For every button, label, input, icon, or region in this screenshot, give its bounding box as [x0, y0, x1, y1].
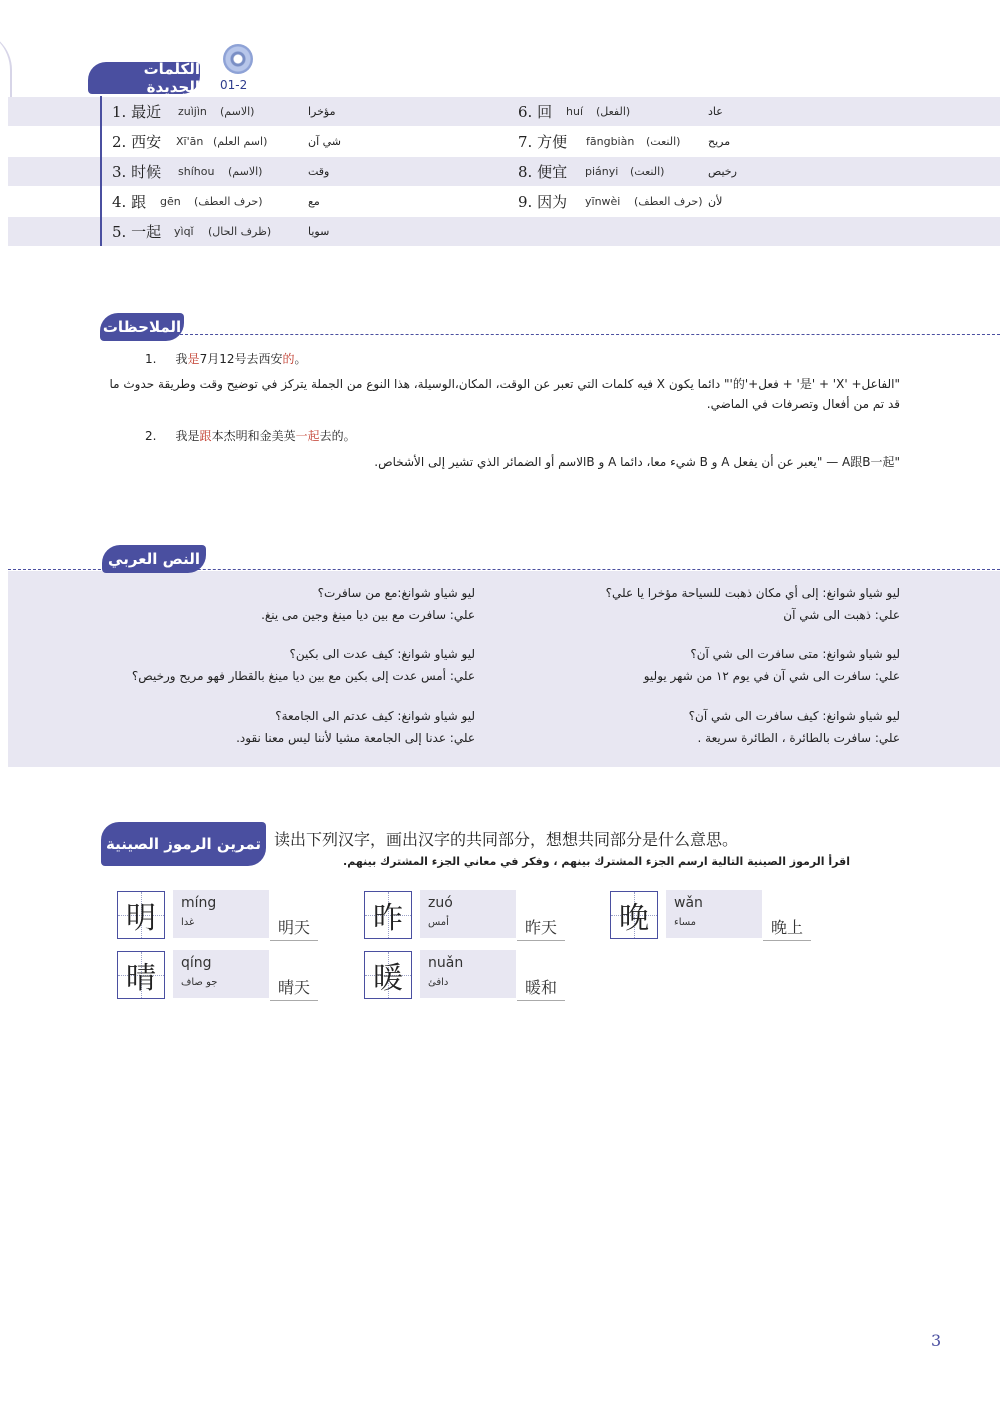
- hanzi-box: [364, 951, 412, 999]
- hanzi-card: [420, 890, 516, 938]
- vocab-pinyin: zuìjìn: [178, 105, 207, 118]
- vocab-meaning: شي آن: [308, 135, 342, 148]
- note-1-explanation: "الفاعل+ '是' + 'X' + فعل+'的'" دائما يكون X فيه كلمات التي تعبر عن الوقت، المكان،الوسيلة، هذا النوع من الجملة يتركز في توضيح وقت وطريقة حدوث ما قد تم من أفعال وتصرفات في الماضي.: [109, 377, 900, 411]
- hanzi-box: [610, 891, 658, 939]
- note-2-explanation: "A跟B一起 — "يعبر عن أن يفعل A و B شيء معا، دائما A و Bالاسم أو الضمائر الذي تشير إلى الأشخاص.: [374, 455, 900, 469]
- hanzi-word: 昨天: [517, 915, 565, 941]
- vocab-pinyin: yìqǐ: [174, 225, 194, 238]
- vocab-pinyin: Xī'ān: [176, 135, 204, 148]
- vocab-word: 一起: [131, 223, 162, 241]
- vocab-pos: (حرف العطف): [194, 195, 263, 208]
- hanzi-card: [173, 950, 269, 998]
- dialog-line: ليو شياو شوانغ:مع من سافرت؟: [317, 586, 475, 600]
- vocab-meaning: وقت: [308, 165, 330, 178]
- vocab-word: 西安: [131, 133, 162, 151]
- vocab-word: 最近: [131, 103, 162, 121]
- vocab-pinyin: shíhou: [178, 165, 215, 178]
- hanzi-card: [173, 890, 269, 938]
- dialog-line: ليو شياو شوانغ: كيف سافرت الى شي آن؟: [688, 709, 900, 723]
- hanzi-character: 晴: [126, 961, 156, 996]
- dialog-block: [261, 582, 475, 626]
- vocab-row: 1. 最近 zuìjìn (الاسم) مؤخرا 6. 回 huí (الفعل) عاد: [8, 97, 1000, 126]
- hanzi-character: 明: [126, 901, 156, 936]
- vocab-pos: (حرف العطف): [634, 195, 703, 208]
- vocab-pinyin: huí: [566, 105, 583, 118]
- hanzi-box: [364, 891, 412, 939]
- section-tab-arabic-text: [102, 545, 206, 573]
- vocab-pos: (الفعل): [596, 105, 631, 118]
- vocab-pos: (النعت): [646, 135, 681, 148]
- exercise-title-arabic: اقرأ الرموز الصينية التالية ارسم الجزء المشترك بينهم ، وفكر في معاني الجزء المشترك بينهم.: [343, 855, 850, 868]
- section-tab-exercise: [101, 822, 266, 866]
- corner-decoration: [0, 30, 12, 100]
- vocab-meaning: سويا: [308, 225, 330, 238]
- vocab-row: 5. 一起 yìqǐ (ظرف الحال) سويا: [8, 217, 1000, 246]
- hanzi-word: 明天: [270, 915, 318, 941]
- vocab-word: 便宜: [537, 163, 568, 181]
- hanzi-character: 昨: [373, 901, 403, 936]
- dialog-block: [689, 705, 900, 749]
- vocab-meaning: مريح: [708, 135, 731, 148]
- hanzi-card: [666, 890, 762, 938]
- hanzi-box: [117, 891, 165, 939]
- hanzi-meaning: أمس: [428, 917, 449, 928]
- vocab-pos: (النعت): [630, 165, 665, 178]
- hanzi-meaning: غدا: [181, 917, 195, 928]
- dialog-line: ليو شياو شوانغ: إلى أي مكان ذهبت للسياحة مؤخرا يا علي؟: [605, 586, 900, 600]
- dialog-line: ليو شياو شوانغ: كيف عدت الى بكين؟: [289, 647, 475, 661]
- hanzi-pinyin: zuó: [428, 895, 453, 911]
- audio-track-code: 01-2: [220, 78, 248, 92]
- dialog-block: [644, 643, 900, 687]
- hanzi-meaning: جو صاف: [181, 977, 218, 988]
- vocab-pos: (الاسم): [220, 105, 255, 118]
- dialog-block: [606, 582, 900, 626]
- section-tab-label: النص العربي: [108, 550, 200, 568]
- hanzi-character: 晚: [619, 901, 649, 936]
- hanzi-pinyin: míng: [181, 895, 217, 911]
- vocab-row: 3. 时候 shíhou (الاسم) وقت 8. 便宜 piányi (النعت) رخيص: [8, 157, 1000, 186]
- vocab-meaning: لأن: [708, 195, 723, 208]
- vocab-word: 跟: [131, 193, 147, 211]
- hanzi-word: 晴天: [270, 975, 318, 1001]
- dialog-line: علي: ذهبت الى شي آن: [783, 608, 900, 622]
- vocab-pinyin: yīnwèi: [585, 195, 621, 208]
- hanzi-card: [420, 950, 516, 998]
- dialog-line: علي: أمس عدت إلى بكين مع بين ديا مينغ بالقطار فهو مريح ورخيص؟: [131, 669, 475, 683]
- vocab-pinyin: piányi: [585, 165, 619, 178]
- audio-cd-icon[interactable]: [223, 44, 253, 74]
- section-tab-label: الملاحظات: [102, 318, 182, 336]
- dialog-line: ليو شياو شوانغ: كيف عدتم الى الجامعة؟: [275, 709, 475, 723]
- dialog-line: علي: سافرت مع بين ديا مينغ وجين مى ينغ.: [261, 608, 475, 622]
- vocab-meaning: عاد: [708, 105, 723, 118]
- dialog-line: علي: سافرت الى شي آن في يوم ١٢ من شهر يوليو: [643, 669, 900, 683]
- hanzi-meaning: دافئ: [428, 977, 449, 988]
- notes-divider: [180, 334, 1000, 335]
- hanzi-character: 暖: [373, 961, 403, 996]
- vocab-meaning: رخيص: [708, 165, 737, 178]
- vocab-pos: (ظرف الحال): [208, 225, 272, 238]
- dialog-line: علي: سافرت بالطائرة ، الطائرة سريعة .: [697, 731, 900, 745]
- section-tab-label: الكلمات الجديدة: [143, 60, 200, 96]
- vocab-meaning: مؤخرا: [308, 105, 336, 118]
- hanzi-pinyin: wǎn: [674, 895, 703, 911]
- page-number: 3: [931, 1331, 942, 1350]
- vocab-row: 4. 跟 gēn (حرف العطف) مع 9. 因为 yīnwèi (حرف العطف) لأن: [8, 187, 1000, 216]
- section-tab-vocabulary: [88, 62, 200, 94]
- vocab-word: 方便: [537, 133, 568, 151]
- vocab-word: 回: [537, 103, 553, 121]
- vocab-left-rule: [100, 96, 102, 246]
- hanzi-word: 暖和: [517, 975, 565, 1001]
- section-tab-notes: [100, 313, 184, 341]
- dialog-block: [132, 643, 475, 687]
- note-2-example: 2. 我是跟本杰明和金美英一起去的。: [145, 429, 356, 443]
- vocab-pinyin: gēn: [160, 195, 181, 208]
- dialog-block: [236, 705, 475, 749]
- hanzi-box: [117, 951, 165, 999]
- exercise-title-chinese: 读出下列汉字，画出汉字的共同部分，想想共同部分是什么意思。: [274, 830, 739, 849]
- vocab-word: 因为: [537, 193, 568, 211]
- dialog-line: علي: عدنا إلى الجامعة مشيا لأننا ليس معنا نقود.: [236, 731, 475, 745]
- vocab-pos: (الاسم): [228, 165, 263, 178]
- note-1-example: 1. 我是7月12号去西安的。: [145, 352, 307, 366]
- vocab-row: 2. 西安 Xī'ān (اسم العلم) شي آن 7. 方便 fāngbiàn (النعت) مريح: [8, 127, 1000, 156]
- hanzi-meaning: مساء: [674, 917, 697, 928]
- hanzi-pinyin: nuǎn: [428, 955, 464, 971]
- vocab-meaning: مع: [308, 195, 320, 208]
- vocab-pos: (اسم العلم): [213, 135, 268, 148]
- section-tab-label: تمرين الرموز الصينية: [105, 835, 262, 853]
- vocab-word: 时候: [131, 163, 162, 181]
- vocab-pinyin: fāngbiàn: [586, 135, 635, 148]
- dialog-line: ليو شياو شوانغ: متى سافرت الى شي آن؟: [690, 647, 900, 661]
- hanzi-pinyin: qíng: [181, 955, 212, 971]
- hanzi-word: 晚上: [763, 915, 811, 941]
